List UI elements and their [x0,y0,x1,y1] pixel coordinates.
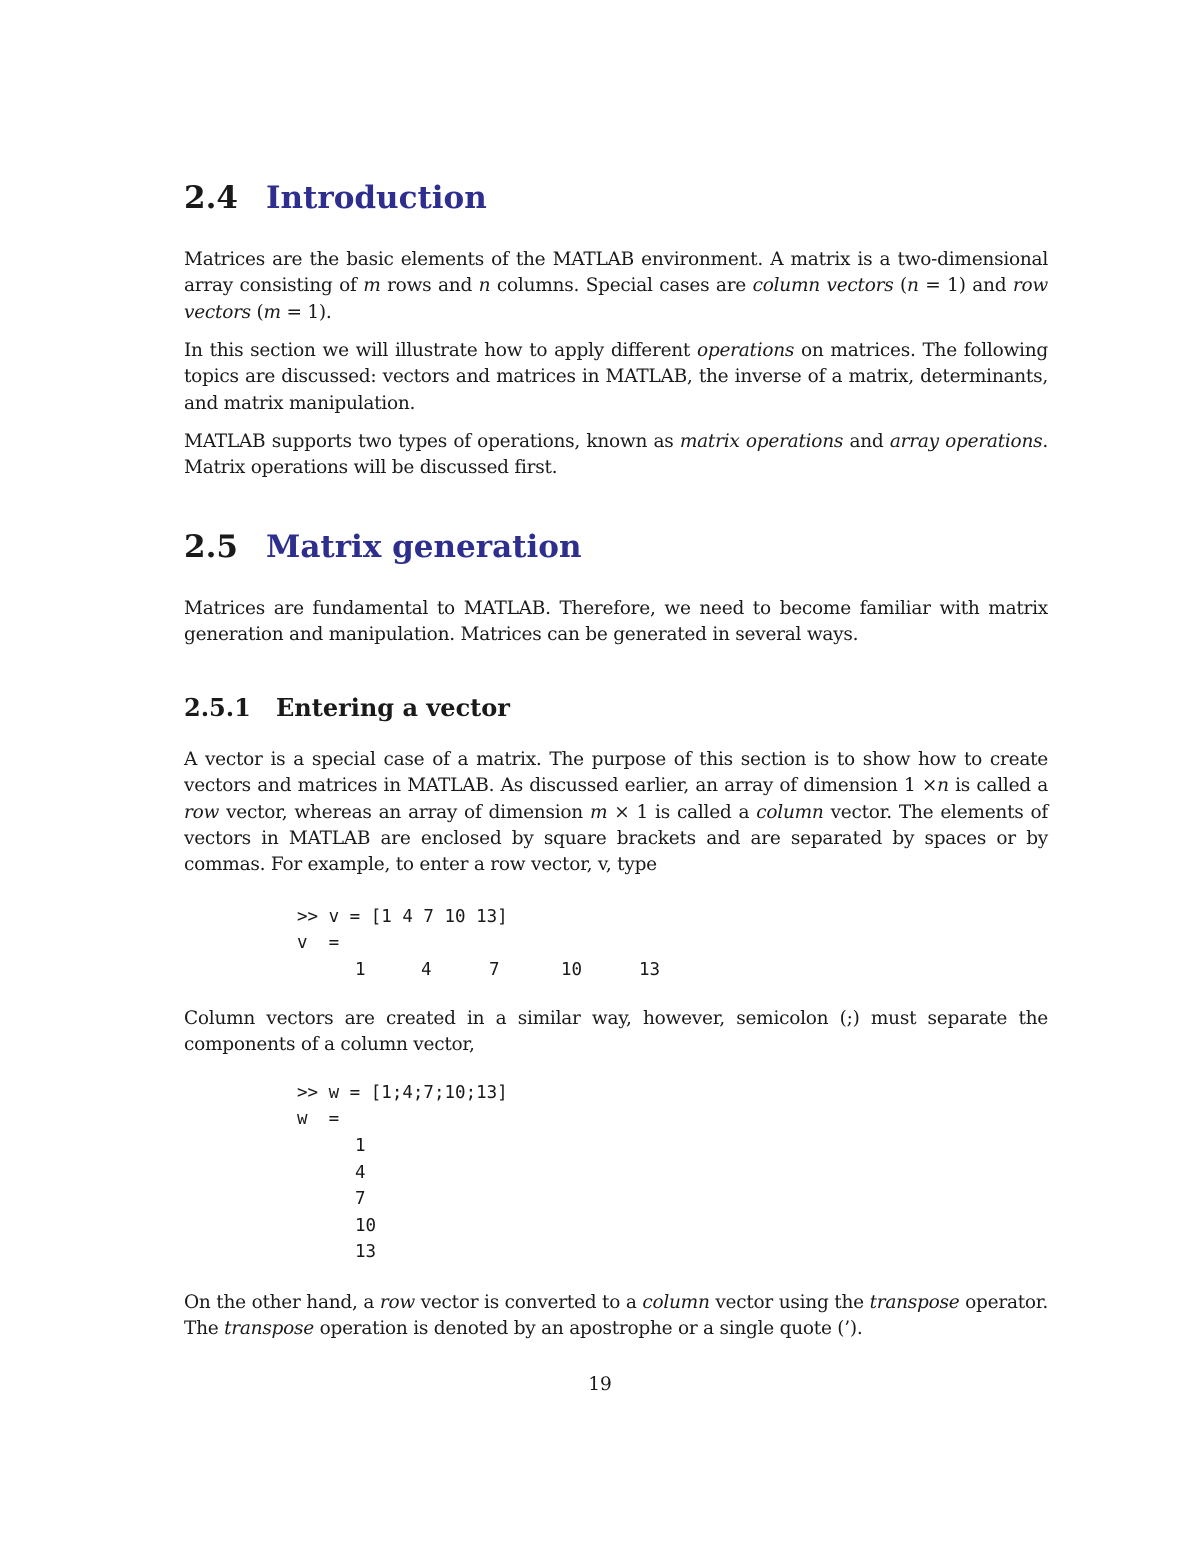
vector-paragraph-2: Column vectors are created in a similar way, however, semicolon (;) must separate the components of a column vector, [184,1008,1048,1056]
code-line: >> v = [1 4 7 10 13] [297,907,508,927]
page-number: 19 [588,1374,612,1395]
code-value: 13 [355,1242,377,1262]
section-number: 2.5 [184,529,238,565]
code-block-column-vector [297,1080,697,1270]
intro-paragraph-3: MATLAB supports two types of operations, known as matrix operations and array operations. Matrix operations will be discussed first. [184,431,1048,479]
section-heading-2-4 [184,180,487,216]
code-value: 7 [489,960,500,980]
section-number: 2.4 [184,180,238,216]
code-line: >> w = [1;4;7;10;13] [297,1083,508,1103]
code-value: 4 [421,960,432,980]
code-value: 10 [561,960,583,980]
vector-paragraph-1: A vector is a special case of a matrix. The purpose of this section is to show how to create vectors and matrices in MATLAB. As discussed earlier, an array of dimension 1 ×n is called a row vector, whereas an array of dimension m × 1 is called a column vector. The elements of vectors in MATLAB are enclosed by square brackets and are separated by spaces or by commas. For example, to enter a row vector, v, type [184,749,1048,876]
code-value: 7 [355,1189,366,1209]
intro-paragraph-1: Matrices are the basic elements of the MATLAB environment. A matrix is a two-dimensional array consisting of m rows and n columns. Special cases are column vectors (n = 1) and row vectors (m = 1). [184,249,1048,323]
code-value: 1 [355,960,366,980]
intro-paragraph-2: In this section we will illustrate how to apply different operations on matrices. The following topics are discussed: vectors and matrices in MATLAB, the inverse of a matrix, determinants, and matrix manipulation. [184,340,1048,414]
code-value: 4 [355,1163,366,1183]
subsection-number: 2.5.1 [184,693,251,722]
code-line: v = [297,933,340,953]
code-line: w = [297,1109,340,1129]
section-heading-2-5 [184,529,582,565]
section-title: Introduction [266,180,487,216]
code-block-row-vector [297,904,697,984]
subsection-heading-2-5-1 [184,693,510,723]
section-title: Matrix generation [266,529,582,565]
code-value: 1 [355,1136,366,1156]
subsection-title: Entering a vector [276,693,510,722]
code-value: 13 [639,960,661,980]
code-value: 10 [355,1216,377,1236]
vector-paragraph-3: On the other hand, a row vector is converted to a column vector using the transpose operator. The transpose operation is denoted by an apostrophe or a single quote (’). [184,1292,1048,1340]
generation-paragraph: Matrices are fundamental to MATLAB. Therefore, we need to become familiar with matrix generation and manipulation. Matrices can be generated in several ways. [184,598,1048,646]
